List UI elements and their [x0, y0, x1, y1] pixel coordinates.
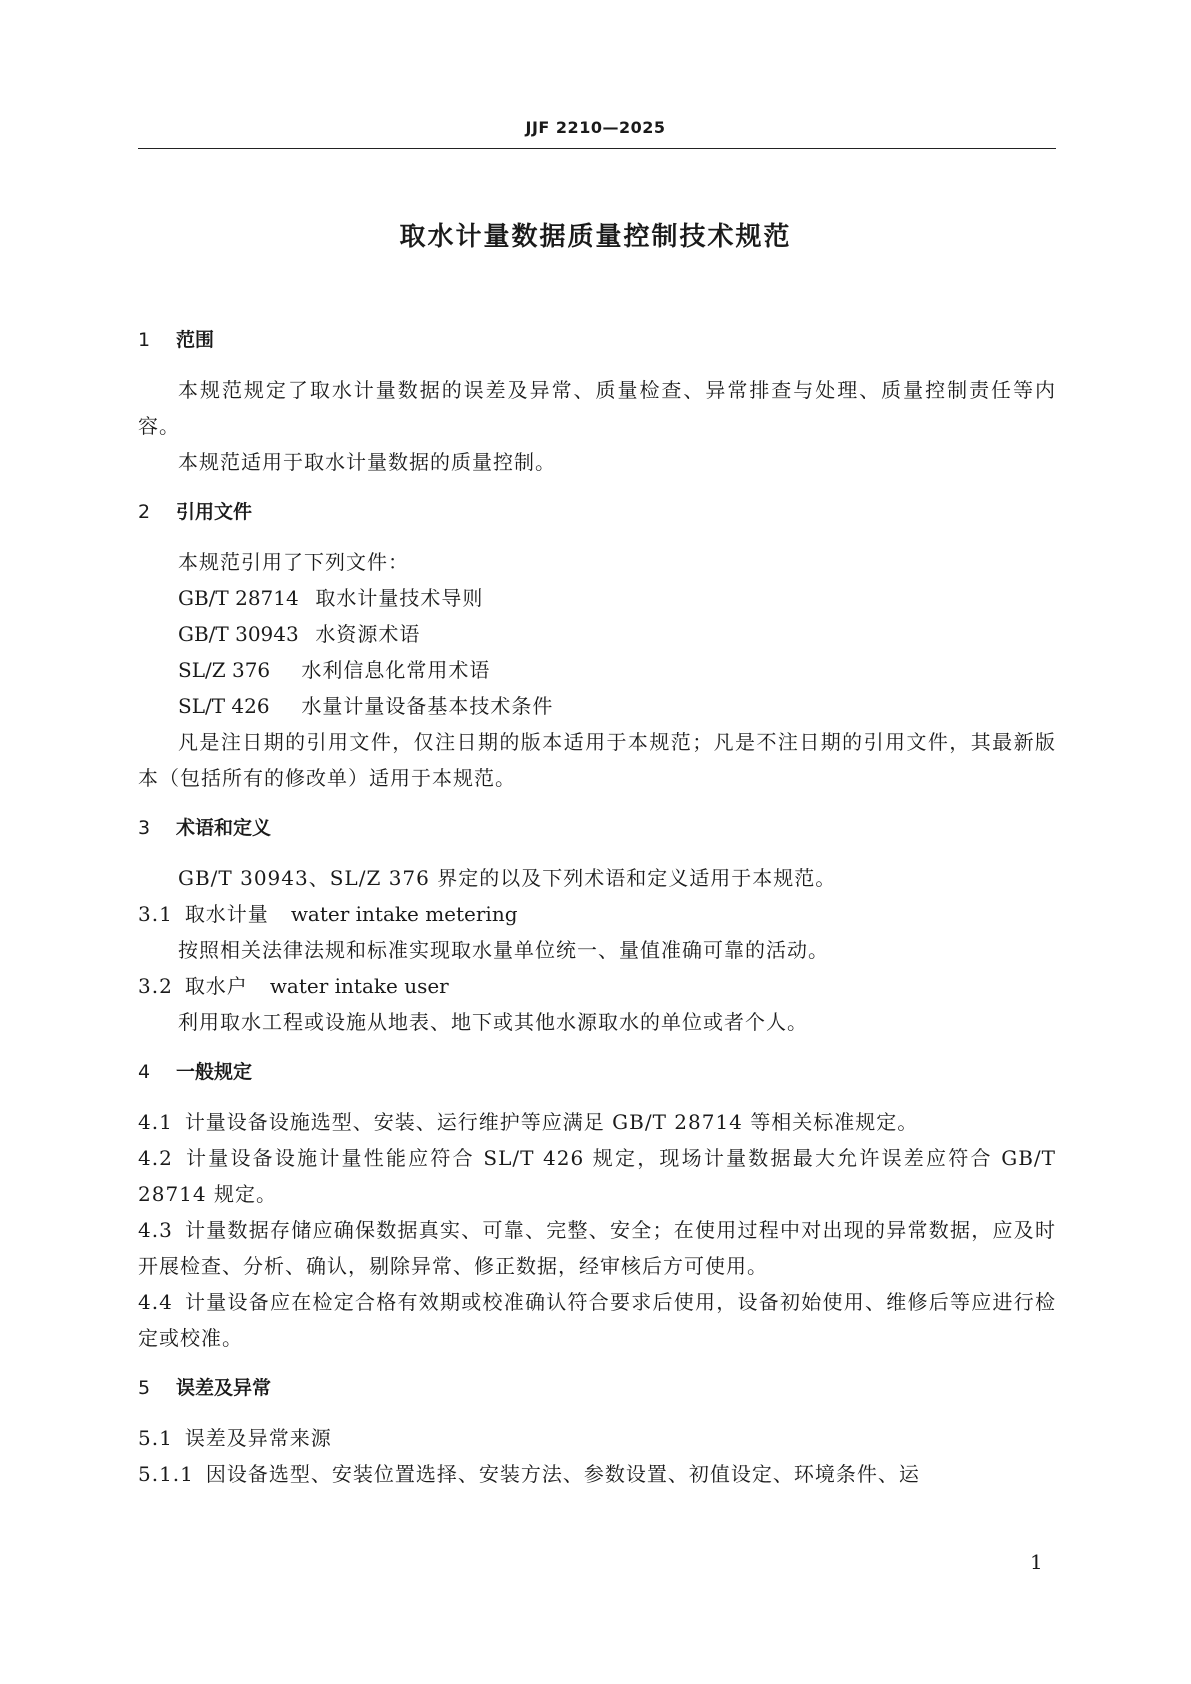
- clause-number: 5.1: [138, 1426, 173, 1450]
- section-title: 误差及异常: [176, 1377, 272, 1399]
- clause-number: 4.4: [138, 1290, 173, 1314]
- reference-item: [138, 616, 1056, 652]
- clause-text: 误差及异常来源: [184, 1426, 332, 1450]
- reference-code: SL/Z 376: [178, 658, 271, 682]
- section-heading-references: [138, 494, 1056, 530]
- section-number: 5: [138, 1377, 151, 1399]
- reference-item: [138, 652, 1056, 688]
- page-number: 1: [1030, 1550, 1043, 1574]
- section-title: 引用文件: [176, 501, 253, 523]
- clause: [138, 1284, 1056, 1356]
- section-title: 范围: [176, 329, 215, 351]
- term-entry: [138, 968, 1056, 1004]
- section-heading-scope: [138, 322, 1056, 358]
- section-heading-errors: [138, 1370, 1056, 1406]
- term-en: water intake user: [269, 974, 449, 998]
- clause-text: 计量设备设施选型、安装、运行维护等应满足 GB/T 28714 等相关标准规定。: [184, 1110, 919, 1134]
- clause-text: 计量设备应在检定合格有效期或校准确认符合要求后使用，设备初始使用、维修后等应进行检定或校准。: [138, 1290, 1056, 1350]
- paragraph: 凡是注日期的引用文件，仅注日期的版本适用于本规范；凡是不注日期的引用文件，其最新版本（包括所有的修改单）适用于本规范。: [138, 730, 1056, 790]
- reference-code: GB/T 28714: [178, 586, 299, 610]
- term-en: water intake metering: [290, 902, 518, 926]
- clause-number: 5.1.1: [138, 1462, 194, 1486]
- term-zh: 取水计量: [184, 902, 269, 926]
- section-number: 4: [138, 1061, 151, 1083]
- clause: [138, 1212, 1056, 1284]
- reference-name: 水利信息化常用术语: [301, 658, 491, 682]
- document-body: [138, 322, 1056, 1492]
- term-definition: 利用取水工程或设施从地表、地下或其他水源取水的单位或者个人。: [178, 1010, 808, 1034]
- header-divider: [138, 148, 1056, 149]
- document-title: 取水计量数据质量控制技术规范: [399, 222, 792, 252]
- reference-name: 水资源术语: [315, 622, 421, 646]
- clause: [138, 1420, 1056, 1456]
- clause-number: 4.1: [138, 1110, 173, 1134]
- paragraph: 本规范引用了下列文件：: [178, 550, 409, 574]
- clause-number: 4.3: [138, 1218, 173, 1242]
- clause-text: 计量数据存储应确保数据真实、可靠、完整、安全；在使用过程中对出现的异常数据，应及时开展检查、分析、确认，剔除异常、修正数据，经审核后方可使用。: [138, 1218, 1056, 1278]
- clause: [138, 1140, 1056, 1212]
- reference-code: SL/T 426: [178, 694, 270, 718]
- clause-text: 计量设备设施计量性能应符合 SL/T 426 规定，现场计量数据最大允许误差应符合 GB/T 28714 规定。: [138, 1146, 1056, 1206]
- section-number: 2: [138, 501, 151, 523]
- section-heading-terms: [138, 810, 1056, 846]
- section-heading-general: [138, 1054, 1056, 1090]
- reference-item: [138, 580, 1056, 616]
- reference-name: 取水计量技术导则: [315, 586, 484, 610]
- section-number: 1: [138, 329, 151, 351]
- clause: [138, 1104, 1056, 1140]
- clause: [138, 1456, 1056, 1492]
- reference-name: 水量计量设备基本技术条件: [301, 694, 554, 718]
- term-number: 3.2: [138, 974, 173, 998]
- section-number: 3: [138, 817, 151, 839]
- clause-text: 因设备选型、安装位置选择、安装方法、参数设置、初值设定、环境条件、运: [205, 1462, 920, 1486]
- term-definition: 按照相关法律法规和标准实现取水量单位统一、量值准确可靠的活动。: [178, 938, 829, 962]
- term-zh: 取水户: [184, 974, 248, 998]
- reference-code: GB/T 30943: [178, 622, 299, 646]
- term-entry: [138, 896, 1056, 932]
- paragraph: GB/T 30943、SL/Z 376 界定的以及下列术语和定义适用于本规范。: [178, 866, 837, 890]
- section-title: 术语和定义: [176, 817, 272, 839]
- reference-item: [138, 688, 1056, 724]
- clause-number: 4.2: [138, 1146, 173, 1170]
- paragraph: 本规范规定了取水计量数据的误差及异常、质量检查、异常排查与处理、质量控制责任等内容。: [138, 378, 1056, 438]
- term-number: 3.1: [138, 902, 173, 926]
- section-title: 一般规定: [176, 1061, 253, 1083]
- standard-code-header: JJF 2210—2025: [525, 118, 666, 137]
- paragraph: 本规范适用于取水计量数据的质量控制。: [178, 450, 556, 474]
